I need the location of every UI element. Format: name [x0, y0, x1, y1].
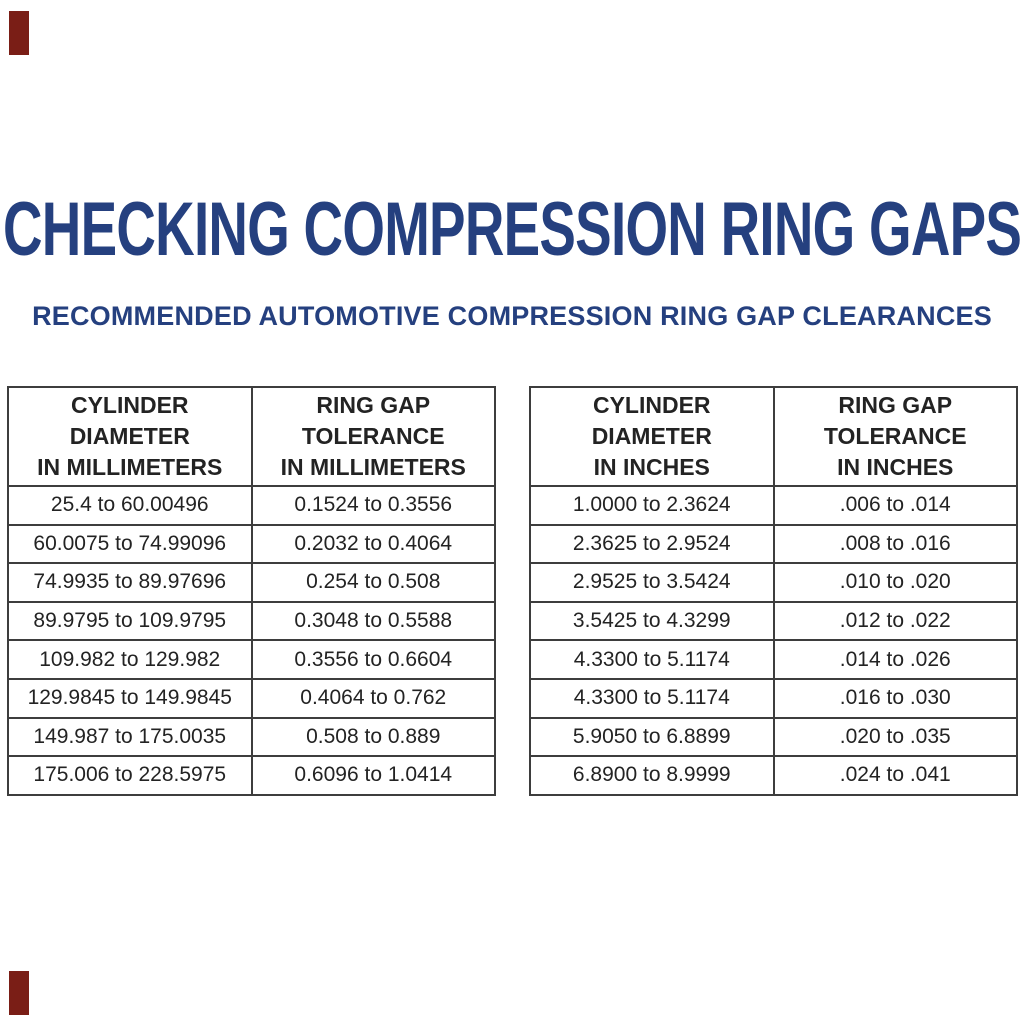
inch-diameter-cell: 3.5425 to 4.3299	[530, 602, 774, 641]
table-row	[8, 602, 495, 641]
mm-diameter-header	[8, 387, 252, 486]
table-row	[8, 756, 495, 795]
table-row	[8, 563, 495, 602]
inch-spec-table	[529, 386, 1018, 796]
header-line: RING GAP	[838, 392, 953, 418]
inch-tolerance-cell: .012 to .022	[774, 602, 1018, 641]
mm-tolerance-cell: 0.2032 to 0.4064	[252, 525, 496, 564]
header-line: TOLERANCE	[823, 423, 967, 449]
inch-tolerance-cell: .020 to .035	[774, 718, 1018, 757]
page-title-text: CHECKING COMPRESSION RING GAPS	[2, 187, 1022, 272]
header-line: IN INCHES	[837, 454, 954, 480]
table-row	[530, 486, 1017, 525]
mm-diameter-cell: 60.0075 to 74.99096	[8, 525, 252, 564]
mm-diameter-cell: 129.9845 to 149.9845	[8, 679, 252, 718]
mm-diameter-cell: 74.9935 to 89.97696	[8, 563, 252, 602]
inch-diameter-cell: 2.9525 to 3.5424	[530, 563, 774, 602]
mm-tolerance-cell: 0.4064 to 0.762	[252, 679, 496, 718]
mm-diameter-cell: 109.982 to 129.982	[8, 640, 252, 679]
table-row	[530, 640, 1017, 679]
inch-header-row	[530, 387, 1017, 486]
table-row	[530, 525, 1017, 564]
inch-tolerance-cell: .024 to .041	[774, 756, 1018, 795]
table-row	[8, 525, 495, 564]
mm-tolerance-cell: 0.3556 to 0.6604	[252, 640, 496, 679]
header-line: DIAMETER	[591, 423, 712, 449]
print-registration-mark-top-left	[9, 11, 29, 55]
mm-tolerance-header	[252, 387, 496, 486]
header-line: CYLINDER	[592, 392, 711, 418]
inch-diameter-header	[530, 387, 774, 486]
header-line: IN MILLIMETERS	[37, 454, 223, 480]
table-row	[8, 640, 495, 679]
table-row	[530, 563, 1017, 602]
inch-tolerance-cell: .014 to .026	[774, 640, 1018, 679]
header-line: CYLINDER	[70, 392, 189, 418]
inch-diameter-cell: 4.3300 to 5.1174	[530, 679, 774, 718]
mm-tolerance-cell: 0.1524 to 0.3556	[252, 486, 496, 525]
mm-diameter-cell: 149.987 to 175.0035	[8, 718, 252, 757]
inch-tolerance-header	[774, 387, 1018, 486]
mm-diameter-cell: 89.9795 to 109.9795	[8, 602, 252, 641]
tables-container	[7, 386, 1018, 796]
inch-diameter-cell: 1.0000 to 2.3624	[530, 486, 774, 525]
page-title	[0, 187, 1024, 272]
mm-diameter-cell: 175.006 to 228.5975	[8, 756, 252, 795]
mm-tolerance-cell: 0.6096 to 1.0414	[252, 756, 496, 795]
header-line: IN MILLIMETERS	[280, 454, 466, 480]
header-line: DIAMETER	[69, 423, 190, 449]
header-line: IN INCHES	[593, 454, 710, 480]
page-subtitle: RECOMMENDED AUTOMOTIVE COMPRESSION RING GAP CLEARANCES	[32, 301, 992, 331]
mm-tolerance-cell: 0.3048 to 0.5588	[252, 602, 496, 641]
table-row	[8, 718, 495, 757]
table-row	[530, 718, 1017, 757]
header-line: TOLERANCE	[301, 423, 445, 449]
table-row	[530, 756, 1017, 795]
header-line: RING GAP	[316, 392, 431, 418]
inch-diameter-cell: 4.3300 to 5.1174	[530, 640, 774, 679]
inch-diameter-cell: 2.3625 to 2.9524	[530, 525, 774, 564]
mm-header-row	[8, 387, 495, 486]
inch-diameter-cell: 5.9050 to 6.8899	[530, 718, 774, 757]
inch-tolerance-cell: .006 to .014	[774, 486, 1018, 525]
mm-diameter-cell: 25.4 to 60.00496	[8, 486, 252, 525]
print-registration-mark-bottom-left	[9, 971, 29, 1015]
table-row	[8, 679, 495, 718]
mm-spec-table	[7, 386, 496, 796]
inch-diameter-cell: 6.8900 to 8.9999	[530, 756, 774, 795]
inch-tolerance-cell: .010 to .020	[774, 563, 1018, 602]
table-row	[8, 486, 495, 525]
table-row	[530, 679, 1017, 718]
inch-tolerance-cell: .008 to .016	[774, 525, 1018, 564]
inch-tolerance-cell: .016 to .030	[774, 679, 1018, 718]
mm-tolerance-cell: 0.254 to 0.508	[252, 563, 496, 602]
mm-tolerance-cell: 0.508 to 0.889	[252, 718, 496, 757]
table-row	[530, 602, 1017, 641]
